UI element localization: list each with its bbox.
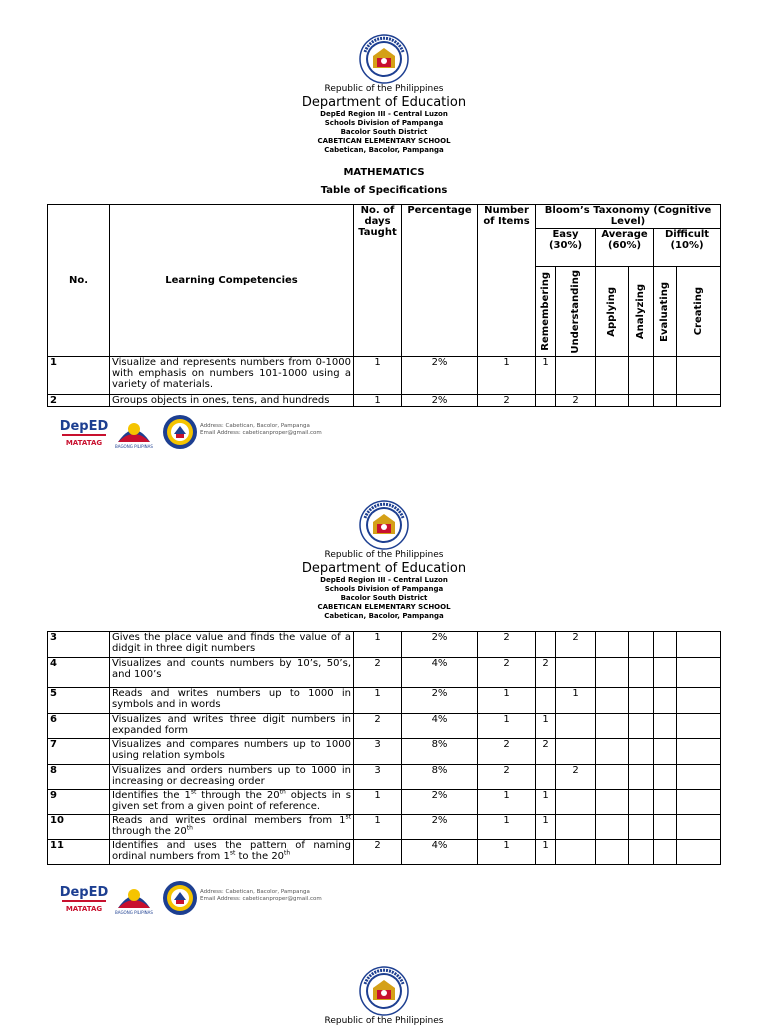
row-creating <box>677 688 721 714</box>
row-evaluating <box>654 790 677 815</box>
row-analyzing <box>629 790 654 815</box>
row-remembering <box>536 632 556 658</box>
header-creating: Creating <box>692 287 704 336</box>
row-creating <box>677 790 721 815</box>
republic-text: Republic of the Philippines <box>324 1016 444 1026</box>
region-text: DepEd Region III - Central Luzon <box>320 110 448 118</box>
school-name: CABETICAN ELEMENTARY SCHOOL <box>317 603 451 611</box>
row-items: 1 <box>478 840 536 865</box>
table-row <box>48 357 721 395</box>
region-text: DepEd Region III - Central Luzon <box>320 576 448 584</box>
row-evaluating <box>654 840 677 865</box>
row-remembering <box>536 688 556 714</box>
row-competency: Visualizes and orders numbers up to 1000 in increasing or decreasing order <box>110 765 354 790</box>
row-understanding <box>556 840 596 865</box>
row-percentage: 2% <box>402 395 478 407</box>
row-number: 5 <box>48 688 110 714</box>
row-understanding: 1 <box>556 688 596 714</box>
row-percentage: 2% <box>402 357 478 395</box>
row-remembering: 1 <box>536 840 556 865</box>
row-days: 1 <box>354 815 402 840</box>
row-applying <box>596 739 629 765</box>
row-applying <box>596 632 629 658</box>
row-number: 8 <box>48 765 110 790</box>
header-difficult: Difficult (10%) <box>654 229 721 267</box>
row-items: 2 <box>478 658 536 688</box>
row-number: 2 <box>48 395 110 407</box>
row-evaluating <box>654 688 677 714</box>
row-remembering: 1 <box>536 790 556 815</box>
school-logo-icon <box>162 414 198 450</box>
row-understanding: 2 <box>556 632 596 658</box>
row-competency: Visualize and represents numbers from 0-1000 with emphasis on numbers 101-1000 using a variety of materials. <box>110 357 354 395</box>
row-days: 2 <box>354 840 402 865</box>
deped-matatag-logo-icon <box>58 414 110 450</box>
row-applying <box>596 658 629 688</box>
row-items: 2 <box>478 765 536 790</box>
deped-seal-icon <box>359 966 409 1016</box>
row-understanding <box>556 790 596 815</box>
table-row <box>48 688 721 714</box>
row-percentage: 2% <box>402 790 478 815</box>
row-competency: Visualizes and counts numbers by 10’s, 50’s, and 100’s <box>110 658 354 688</box>
division-text: Schools Division of Pampanga <box>324 585 444 593</box>
row-creating <box>677 714 721 739</box>
row-days: 2 <box>354 714 402 739</box>
footer-address: Address: Cabetican, Bacolor, Pampanga <box>200 423 310 429</box>
row-days: 1 <box>354 632 402 658</box>
page-1-footer <box>58 414 358 454</box>
row-evaluating <box>654 357 677 395</box>
header-average: Average (60%) <box>596 229 654 267</box>
row-days: 1 <box>354 790 402 815</box>
bagong-pilipinas-logo-icon <box>114 880 154 916</box>
row-percentage: 4% <box>402 658 478 688</box>
row-creating <box>677 815 721 840</box>
row-applying <box>596 357 629 395</box>
table-row <box>48 815 721 840</box>
row-days: 1 <box>354 688 402 714</box>
row-percentage: 2% <box>402 815 478 840</box>
header-easy: Easy (30%) <box>536 229 596 267</box>
row-remembering <box>536 395 556 407</box>
row-days: 2 <box>354 658 402 688</box>
row-competency: Visualizes and compares numbers up to 1000 using relation symbols <box>110 739 354 765</box>
row-number: 11 <box>48 840 110 865</box>
header-items: Number of Items <box>478 205 536 357</box>
row-number: 3 <box>48 632 110 658</box>
row-understanding: 2 <box>556 395 596 407</box>
row-items: 1 <box>478 688 536 714</box>
header-competencies: Learning Competencies <box>110 205 354 357</box>
table-row <box>48 714 721 739</box>
row-competency: Reads and writes ordinal members from 1st through the 20th <box>110 815 354 840</box>
row-items: 2 <box>478 395 536 407</box>
row-items: 2 <box>478 632 536 658</box>
row-analyzing <box>629 765 654 790</box>
header-remembering: Remembering <box>539 272 551 351</box>
row-remembering: 2 <box>536 658 556 688</box>
header-percentage: Percentage <box>402 205 478 357</box>
row-days: 1 <box>354 395 402 407</box>
row-days: 3 <box>354 765 402 790</box>
row-understanding <box>556 739 596 765</box>
row-remembering: 1 <box>536 815 556 840</box>
school-address: Cabetican, Bacolor, Pampanga <box>324 612 444 620</box>
row-days: 1 <box>354 357 402 395</box>
row-number: 7 <box>48 739 110 765</box>
table-row <box>48 739 721 765</box>
header-no: No. <box>48 205 110 357</box>
school-name: CABETICAN ELEMENTARY SCHOOL <box>317 137 451 145</box>
row-competency: Identifies the 1st through the 20th objects in s given set from a given point of reference. <box>110 790 354 815</box>
row-analyzing <box>629 658 654 688</box>
table-row <box>48 632 721 658</box>
header-evaluating: Evaluating <box>659 281 670 342</box>
page-2-footer <box>58 880 358 920</box>
row-evaluating <box>654 395 677 407</box>
row-evaluating <box>654 815 677 840</box>
row-analyzing <box>629 714 654 739</box>
document-title: Table of Specifications <box>320 185 448 196</box>
row-number: 1 <box>48 357 110 395</box>
district-text: Bacolor South District <box>340 594 428 602</box>
row-competency: Reads and writes numbers up to 1000 in symbols and in words <box>110 688 354 714</box>
row-items: 1 <box>478 790 536 815</box>
row-competency: Gives the place value and finds the value of a didgit in three digit numbers <box>110 632 354 658</box>
row-applying <box>596 395 629 407</box>
row-understanding <box>556 714 596 739</box>
row-number: 6 <box>48 714 110 739</box>
header-days: No. of days Taught <box>354 205 402 357</box>
row-remembering: 1 <box>536 714 556 739</box>
row-creating <box>677 658 721 688</box>
row-percentage: 8% <box>402 765 478 790</box>
row-analyzing <box>629 632 654 658</box>
row-analyzing <box>629 357 654 395</box>
row-understanding <box>556 658 596 688</box>
row-evaluating <box>654 714 677 739</box>
row-remembering: 1 <box>536 357 556 395</box>
row-percentage: 4% <box>402 840 478 865</box>
row-creating <box>677 840 721 865</box>
subject-title: MATHEMATICS <box>343 167 425 178</box>
row-understanding <box>556 815 596 840</box>
school-logo-icon <box>162 880 198 916</box>
republic-text: Republic of the Philippines <box>324 550 444 560</box>
row-creating <box>677 357 721 395</box>
row-items: 1 <box>478 714 536 739</box>
footer-email: Email Address: cabeticanproper@gmail.com <box>200 430 322 436</box>
row-applying <box>596 840 629 865</box>
table-row <box>48 395 721 407</box>
row-items: 1 <box>478 815 536 840</box>
bagong-pilipinas-logo-icon <box>114 414 154 450</box>
table-row <box>48 840 721 865</box>
row-applying <box>596 815 629 840</box>
row-percentage: 2% <box>402 688 478 714</box>
row-applying <box>596 714 629 739</box>
row-remembering <box>536 765 556 790</box>
row-percentage: 8% <box>402 739 478 765</box>
row-remembering: 2 <box>536 739 556 765</box>
row-competency: Visualizes and writes three digit numbers in expanded form <box>110 714 354 739</box>
row-percentage: 4% <box>402 714 478 739</box>
department-title: Department of Education <box>301 95 467 110</box>
row-evaluating <box>654 632 677 658</box>
row-items: 2 <box>478 739 536 765</box>
row-evaluating <box>654 739 677 765</box>
specifications-table-page-1 <box>47 204 721 407</box>
row-understanding: 2 <box>556 765 596 790</box>
row-applying <box>596 765 629 790</box>
deped-seal-icon <box>359 500 409 550</box>
header-understanding: Understanding <box>569 269 581 354</box>
division-text: Schools Division of Pampanga <box>324 119 444 127</box>
republic-text: Republic of the Philippines <box>324 84 444 94</box>
specifications-table-page-2 <box>47 631 721 865</box>
table-row <box>48 765 721 790</box>
row-evaluating <box>654 658 677 688</box>
row-items: 1 <box>478 357 536 395</box>
header-analyzing: Analyzing <box>635 283 646 340</box>
row-creating <box>677 739 721 765</box>
header-blooms: Bloom’s Taxonomy (Cognitive Level) <box>536 205 721 229</box>
row-evaluating <box>654 765 677 790</box>
row-creating <box>677 765 721 790</box>
row-percentage: 2% <box>402 632 478 658</box>
footer-address: Address: Cabetican, Bacolor, Pampanga <box>200 889 310 895</box>
row-analyzing <box>629 840 654 865</box>
table-row <box>48 790 721 815</box>
row-number: 4 <box>48 658 110 688</box>
deped-matatag-logo-icon <box>58 880 110 916</box>
row-applying <box>596 790 629 815</box>
header-applying: Applying <box>606 286 617 337</box>
row-analyzing <box>629 739 654 765</box>
row-applying <box>596 688 629 714</box>
row-creating <box>677 632 721 658</box>
row-competency: Identifies and uses the pattern of naming ordinal numbers from 1st to the 20th <box>110 840 354 865</box>
row-analyzing <box>629 395 654 407</box>
school-address: Cabetican, Bacolor, Pampanga <box>324 146 444 154</box>
row-understanding <box>556 357 596 395</box>
row-number: 9 <box>48 790 110 815</box>
district-text: Bacolor South District <box>340 128 428 136</box>
table-row <box>48 658 721 688</box>
footer-email: Email Address: cabeticanproper@gmail.com <box>200 896 322 902</box>
deped-seal-icon <box>359 34 409 84</box>
row-analyzing <box>629 815 654 840</box>
row-number: 10 <box>48 815 110 840</box>
row-days: 3 <box>354 739 402 765</box>
row-analyzing <box>629 688 654 714</box>
department-title: Department of Education <box>301 561 467 576</box>
row-competency: Groups objects in ones, tens, and hundreds <box>110 395 354 407</box>
row-creating <box>677 395 721 407</box>
